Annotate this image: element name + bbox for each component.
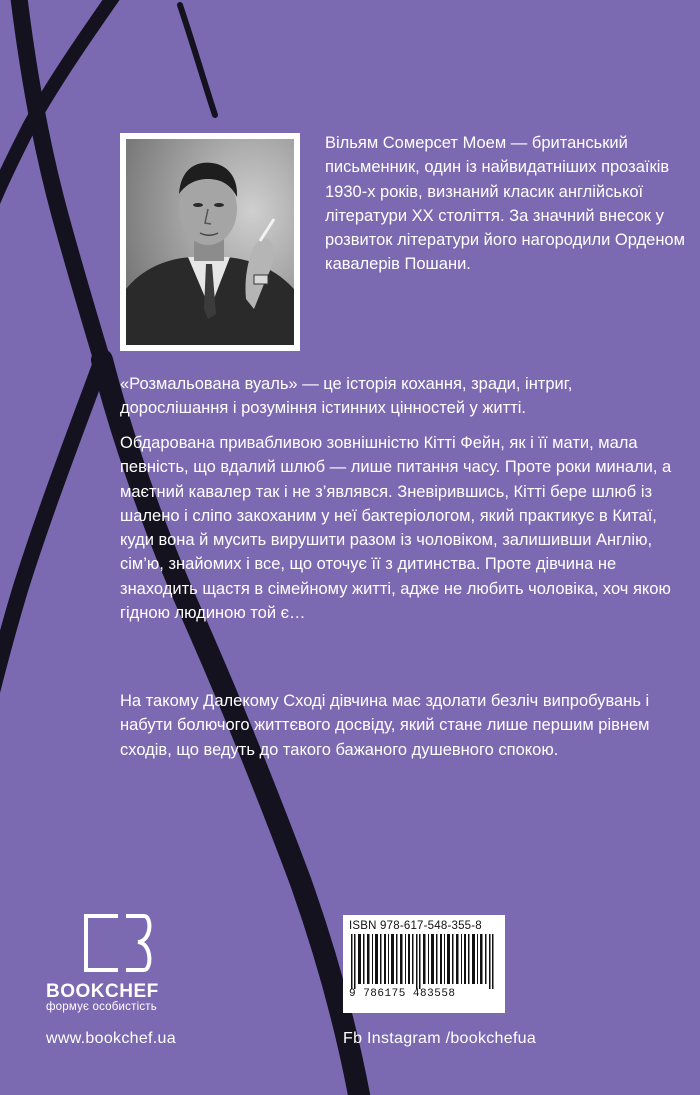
publisher-brand: BOOKCHEF xyxy=(46,981,159,1002)
author-bio: Вільям Сомерсет Моем — британський письменник, один із найвидатніших прозаїків 1930-х років, визнаний класик англійської літератури XX століття. За значний внесок у розвиток літератури його нагородили Орденом кавалерів Пошани. xyxy=(325,134,685,274)
author-photo-frame xyxy=(120,133,300,351)
publisher-tagline: формує особистість xyxy=(46,1001,157,1013)
publisher-website-link[interactable]: www.bookchef.ua xyxy=(46,1030,176,1047)
bookchef-logo-icon xyxy=(82,913,154,973)
description-paragraph-1: «Розмальована вуаль» — це історія кохання, зради, інтриг, дорослішання і розуміння істинних цінностей у житті. xyxy=(120,375,573,418)
barcode-digits: 9 786175 483558 xyxy=(349,988,456,1000)
description-paragraph-3: На такому Далекому Сході дівчина має здолати безліч випробувань і набути болючого життєвого досвіду, який стане лише першим рівнем сходів, що ведуть до такого бажаного душевного спокою. xyxy=(120,692,650,759)
isbn-label: ISBN 978-617-548-355-8 xyxy=(349,920,482,932)
publisher-social-handles[interactable]: Fb Instagram /bookchefua xyxy=(343,1030,537,1047)
barcode-bars xyxy=(349,934,499,989)
author-portrait-photo xyxy=(126,139,294,345)
description-paragraph-2: Обдарована привабливою зовнішністю Кітті Фейн, як і її мати, мала певність, що вдалий шлюб — лише питання часу. Проте роки минали, а маєтний кавалер так і не з’являвся. Зневірившись, Кітті бере шлюб із шалено і сліпо закоханим у неї бактеріологом, який практикує в Китаї, куди вона й мусить вирушити разом із чоловіком, залишивши Англію, сім’ю, знайомих і все, що оточує її з дитинства. Проте дівчина не знаходить щастя в сімейному житті, адже не любить чоловіка, хоч якою гідною людиною той є… xyxy=(120,434,672,623)
publisher-logo xyxy=(46,913,206,1013)
isbn-barcode xyxy=(343,915,505,1013)
